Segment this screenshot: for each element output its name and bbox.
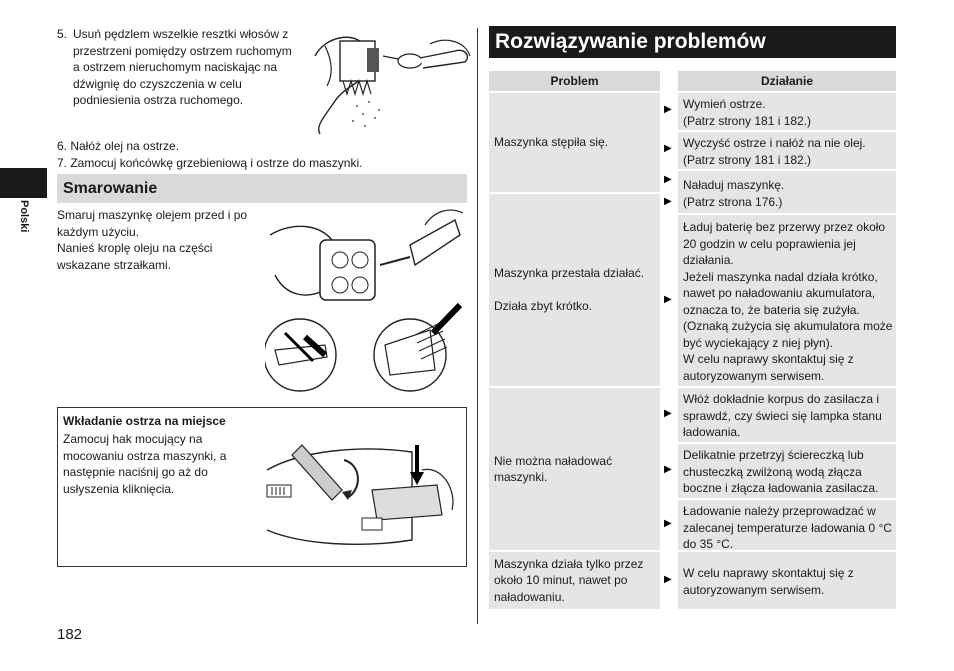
blade-insertion-illustration (262, 430, 464, 562)
col-header-action: Działanie (678, 71, 896, 91)
page-number: 182 (57, 626, 83, 643)
step5-text: Usuń pędzlem wszelkie resztki włosów z przestrzeni pomiędzy ostrzem ruchomym a ostrzem nieruchomym naciskając na dźwignię do czyszczenia w celu podniesienia ostrza ruchomego. (73, 27, 292, 107)
arrow-icon: ▶ (664, 464, 672, 475)
step6-text: 6. Nałóż olej na ostrze. (57, 139, 180, 153)
problem-cell-1: Maszynka stępiła się. (489, 93, 660, 192)
problem-cell-2: Maszynka przestała działać. Działa zbyt krótko. (489, 194, 660, 386)
arrow-icon: ▶ (664, 143, 672, 154)
lubrication-text-1: Smaruj maszynkę olejem przed i po każdym użyciu. (57, 208, 248, 239)
action-cell-1-3: Naładuj maszynkę. (Patrz strona 176.) (678, 171, 896, 213)
arrow-icon: ▶ (664, 174, 672, 185)
blade-insertion-text: Zamocuj hak mocujący na mocowaniu ostrza maszynki, a następnie naciśnij go aż do usłyszenia kliknięcia. (63, 432, 227, 496)
blade-insertion-heading: Wkładanie ostrza na miejsce (63, 414, 226, 428)
arrow-icon: ▶ (664, 518, 672, 529)
arrow-icon: ▶ (664, 574, 672, 585)
arrow-icon: ▶ (664, 196, 672, 207)
language-tab (0, 168, 47, 198)
action-cell-3-3: Ładowanie należy przeprowadzać w zalecanej temperaturze ładowania 0 °C do 35 °C. (678, 500, 896, 550)
brush-cleaning-illustration (305, 26, 473, 136)
action-cell-2-1: Ładuj baterię bez przerwy przez około 20 godzin w celu poprawienia jej działania. Jeżeli maszynka nadal działa krótko, nawet po naładowaniu akumulatora, oznacza to, że bateria się zużyła. (Oznaką zużycia się akumulatora może być wyciekający z niej płyn). W celu naprawy skontaktuj się z autoryzowanym serwisem. (678, 215, 896, 386)
arrow-icon: ▶ (664, 294, 672, 305)
lubrication-text-2: Nanieś kroplę oleju na części wskazane strzałkami. (57, 241, 213, 272)
col-header-problem: Problem (489, 71, 660, 91)
arrow-icon: ▶ (664, 104, 672, 115)
problem-cell-3: Nie można naładować maszynki. (489, 388, 660, 550)
step7-text: 7. Zamocuj końcówkę grzebieniową i ostrze do maszynki. (57, 156, 363, 170)
troubleshooting-title: Rozwiązywanie problemów (489, 26, 896, 58)
problem-cell-4: Maszynka działa tylko przez około 10 minut, nawet po naładowaniu. (489, 552, 660, 609)
arrow-icon: ▶ (664, 408, 672, 419)
action-cell-4-1: W celu naprawy skontaktuj się z autoryzowanym serwisem. (678, 552, 896, 609)
action-cell-1-2: Wyczyść ostrze i nałóż na nie olej. (Patrz strony 181 i 182.) (678, 132, 896, 169)
oil-application-illustration (265, 205, 467, 395)
language-label: Polski (18, 200, 30, 233)
action-cell-1-1: Wymień ostrze. (Patrz strony 181 i 182.) (678, 93, 896, 130)
lubrication-heading: Smarowanie (57, 174, 467, 203)
action-cell-3-1: Włóż dokładnie korpus do zasilacza i sprawdź, czy świeci się lampka stanu ładowania. (678, 388, 896, 442)
column-divider (477, 28, 478, 624)
step5-number: 5. (57, 27, 68, 41)
action-cell-3-2: Delikatnie przetrzyj ściereczką lub chusteczką zwilżoną wodą złącza boczne i złącza ładowania zasilacza. (678, 444, 896, 498)
